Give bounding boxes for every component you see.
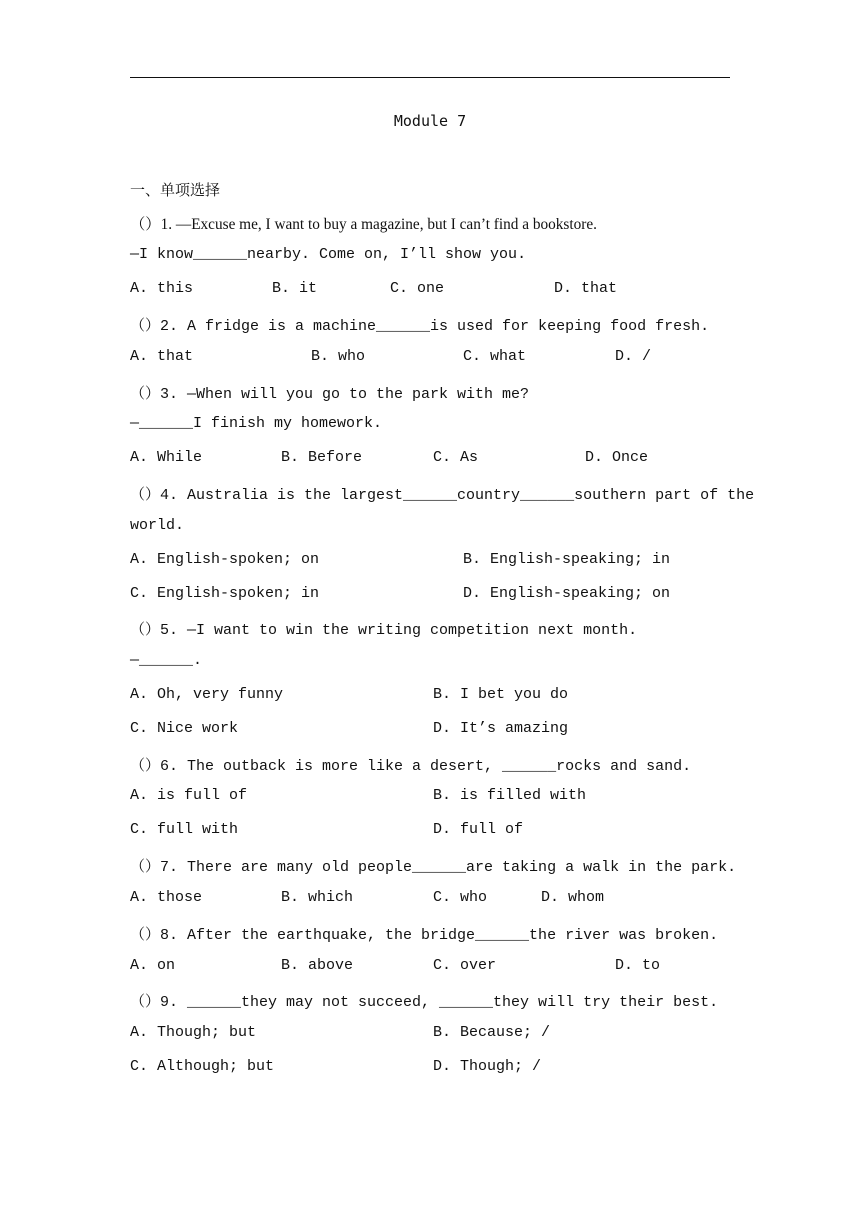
question-3-stem-line2: —______I finish my homework. [130,415,383,432]
question-9-option-b: B. Because; / [433,1024,551,1041]
question-1-stem-line2: —I know______nearby. Come on, I’ll show you. [130,246,527,263]
question-1-option-a: A. this [130,280,194,297]
question-1-option-d: D. that [554,280,618,297]
question-2-option-a: A. that [130,348,194,365]
question-4-stem-line2: world. [130,517,185,534]
question-3-option-c: C. As [433,449,479,466]
question-8-option-c: C. over [433,957,497,974]
question-7-option-a: A. those [130,889,203,906]
question-7-option-d: D. whom [541,889,605,906]
question-7-option-b: B. which [281,889,354,906]
question-1-stem: （）1. —Excuse me, I want to buy a magazine, but I can’t find a bookstore. [130,216,597,233]
question-5-stem: （）5. —I want to win the writing competition next month. [130,622,638,639]
question-3-option-a: A. While [130,449,203,466]
question-4-option-d: D. English-speaking; on [463,585,671,602]
question-9-stem: （）9. ______they may not succeed, ______they will try their best. [130,994,719,1011]
section-heading: 一、单项选择 [130,181,221,199]
question-2-option-d: D. / [615,348,652,365]
question-3-option-d: D. Once [585,449,649,466]
question-9-option-d: D. Though; / [433,1058,542,1075]
question-4-option-b: B. English-speaking; in [463,551,671,568]
question-8-option-d: D. to [615,957,661,974]
question-4-option-a: A. English-spoken; on [130,551,320,568]
question-2-stem: （）2. A fridge is a machine______is used for keeping food fresh. [130,318,710,335]
question-5-stem-line2: —______. [130,652,203,669]
question-1-option-c: C. one [390,280,445,297]
question-7-option-c: C. who [433,889,488,906]
question-2-option-c: C. what [463,348,527,365]
question-5-option-a: A. Oh, very funny [130,686,284,703]
question-5-option-d: D. It’s amazing [433,720,569,737]
question-9-option-c: C. Although; but [130,1058,275,1075]
question-2-option-b: B. who [311,348,366,365]
page-title: Module 7 [393,112,467,130]
question-8-option-b: B. above [281,957,354,974]
question-5-option-c: C. Nice work [130,720,239,737]
question-6-option-a: A. is full of [130,787,248,804]
question-1-option-b: B. it [272,280,318,297]
question-6-option-d: D. full of [433,821,524,838]
question-8-stem: （）8. After the earthquake, the bridge______the river was broken. [130,927,719,944]
question-6-stem: （）6. The outback is more like a desert, ______rocks and sand. [130,758,692,775]
question-4-stem: （）4. Australia is the largest______country______southern part of the [130,487,755,504]
question-6-option-c: C. full with [130,821,239,838]
question-6-option-b: B. is filled with [433,787,587,804]
question-3-option-b: B. Before [281,449,363,466]
question-8-option-a: A. on [130,957,176,974]
question-7-stem: （）7. There are many old people______are taking a walk in the park. [130,859,737,876]
question-4-option-c: C. English-spoken; in [130,585,320,602]
header-rule [130,77,730,78]
question-5-option-b: B. I bet you do [433,686,569,703]
question-9-option-a: A. Though; but [130,1024,257,1041]
question-3-stem: （）3. —When will you go to the park with me? [130,386,530,403]
